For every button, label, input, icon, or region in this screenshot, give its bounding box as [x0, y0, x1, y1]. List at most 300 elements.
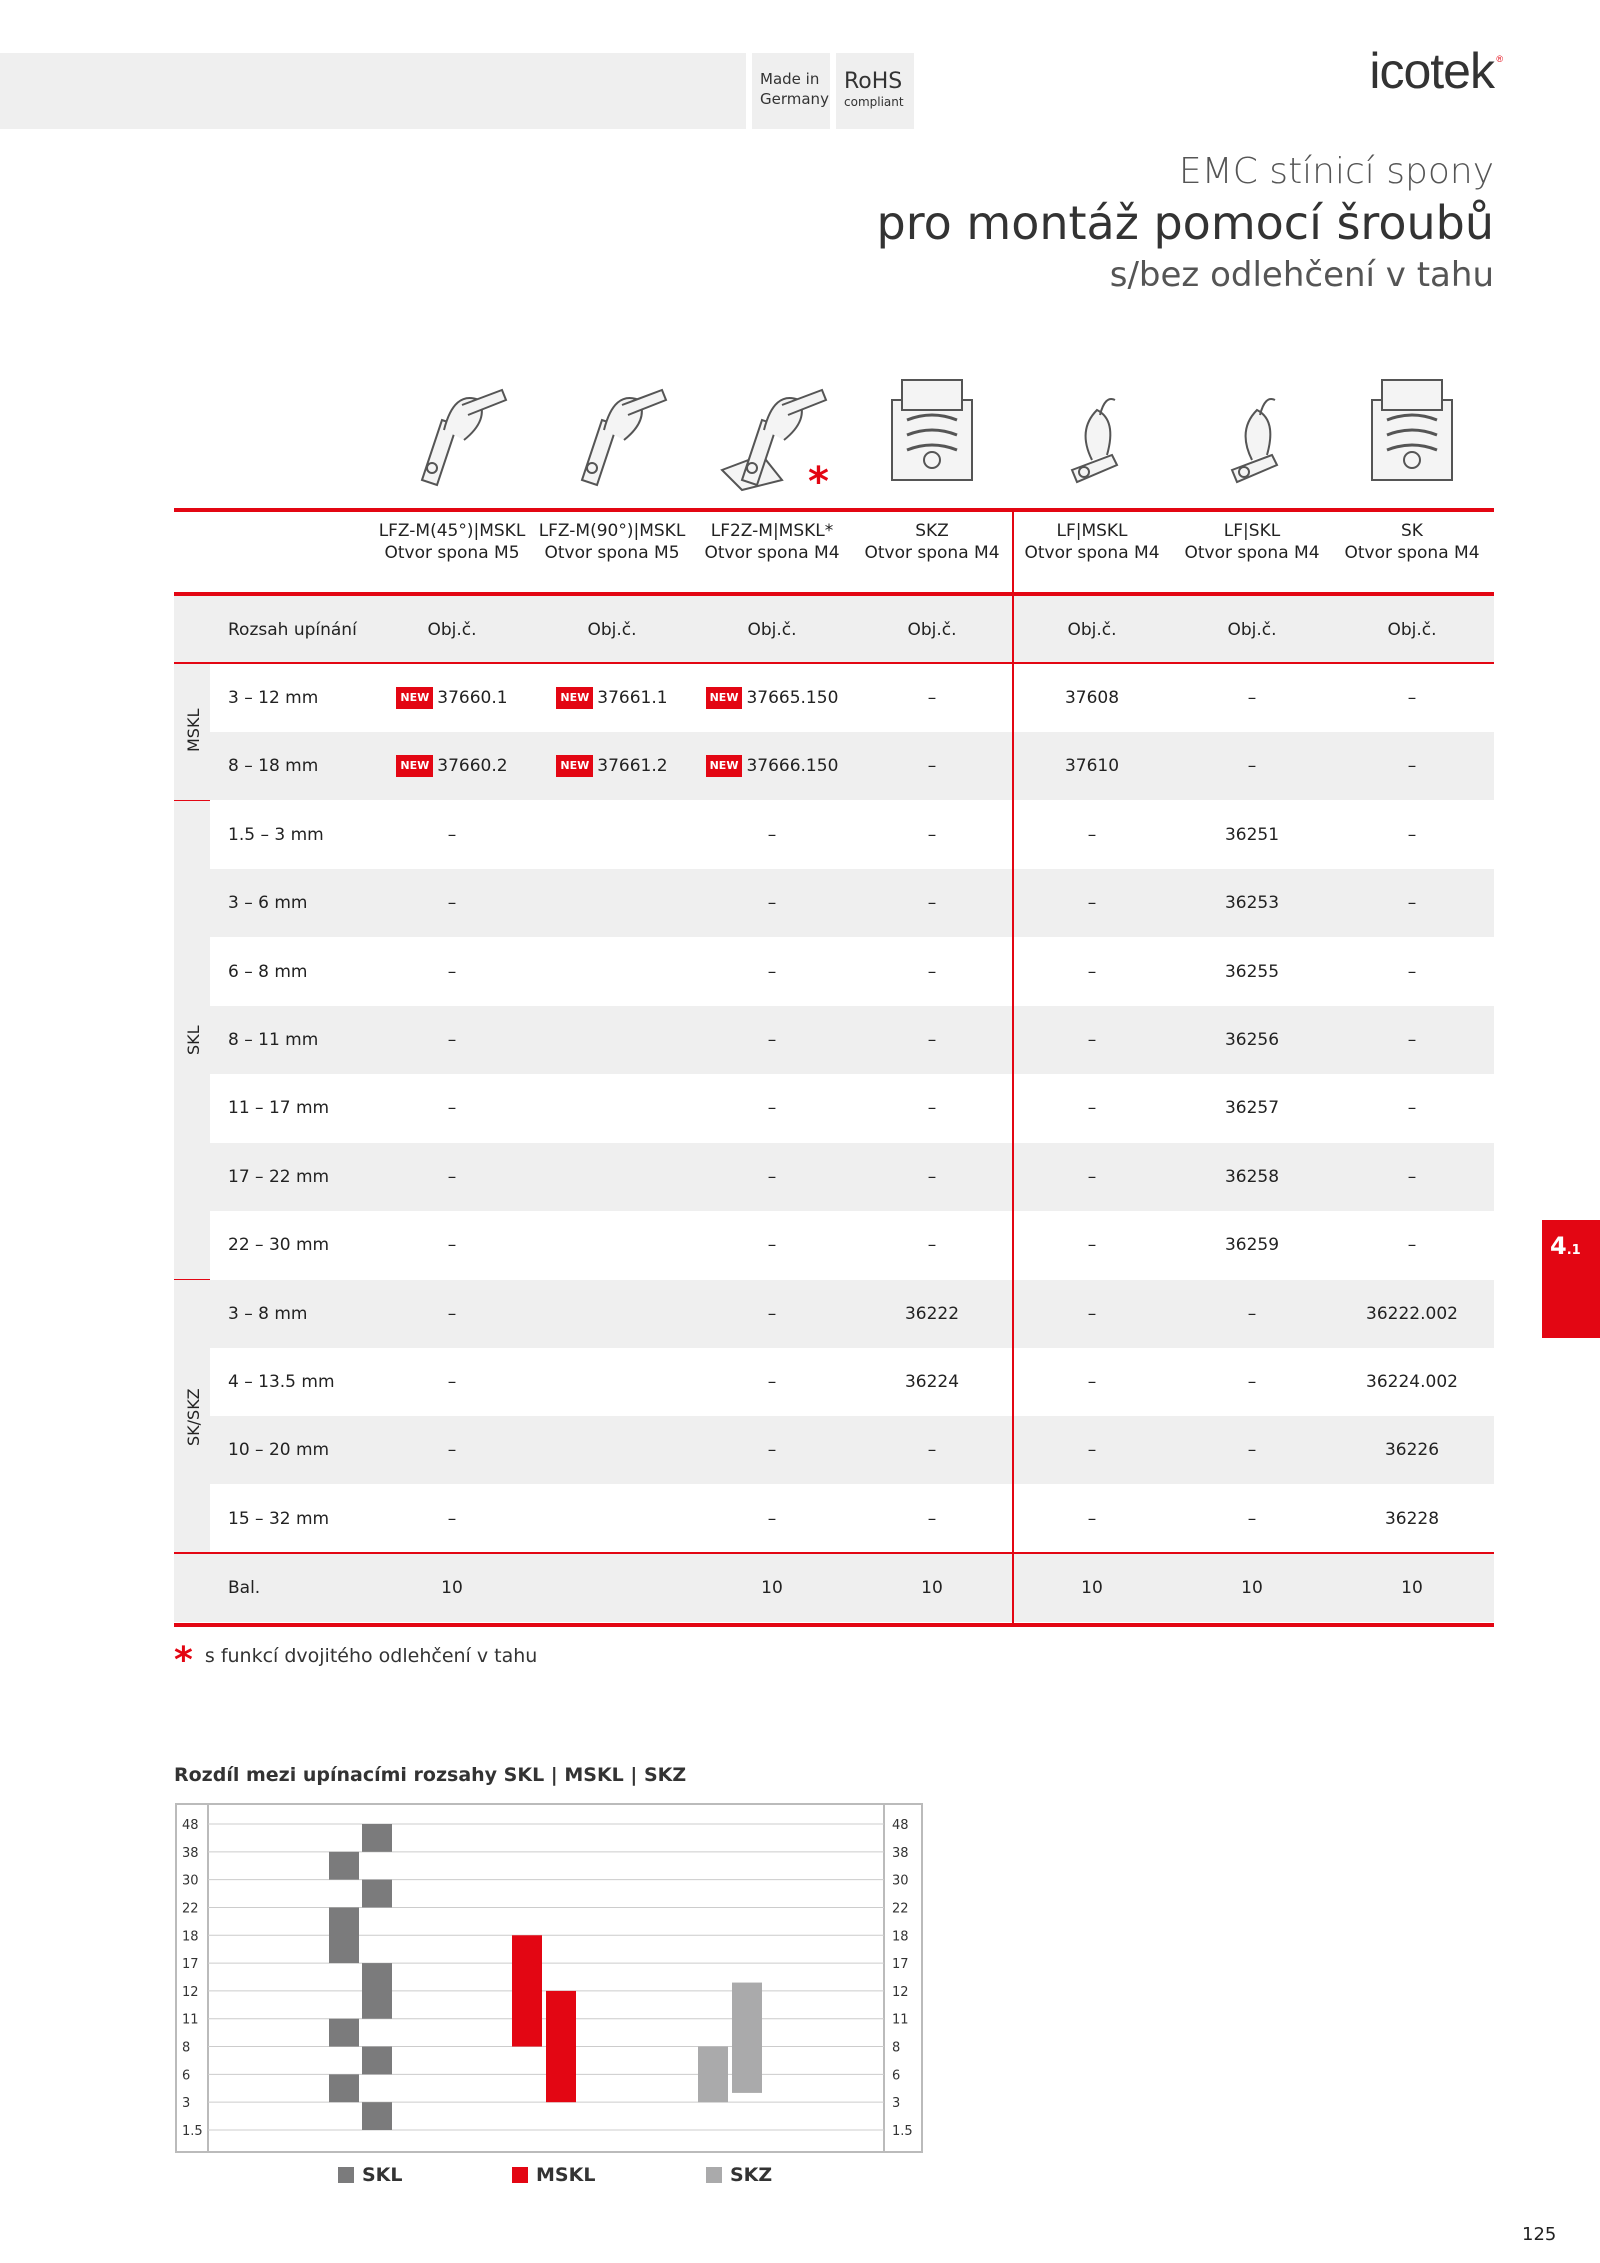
order-number-cell [1172, 1143, 1332, 1211]
order-number-cell [692, 732, 852, 800]
order-number: – [1087, 1235, 1097, 1256]
order-number-cell [532, 1348, 692, 1416]
order-number: – [1407, 1098, 1417, 1119]
pack-quantity: 10 [761, 1578, 783, 1599]
order-number-cell [372, 664, 532, 732]
group-label: MSKL [184, 709, 203, 753]
order-number-cell [1172, 1006, 1332, 1074]
y-tick-label-right: 6 [892, 2068, 901, 2084]
order-number: – [1407, 1235, 1417, 1256]
bar-skl [329, 2074, 359, 2102]
table-row [210, 732, 1494, 800]
order-number: – [447, 824, 457, 845]
chapter-number: 4 [1550, 1232, 1567, 1260]
order-number: – [1087, 824, 1097, 845]
order-number: – [767, 1235, 777, 1256]
order-number: – [1087, 1303, 1097, 1324]
title-line-3: s/bez odlehčení v tahu [1109, 255, 1494, 295]
order-number: – [447, 1235, 457, 1256]
order-number-cell [1172, 1348, 1332, 1416]
footnote-text: s funkcí dvojitého odlehčení v tahu [204, 1645, 538, 1667]
order-number-cell [852, 1416, 1012, 1484]
order-number: 37661.1 [597, 688, 668, 708]
clamp-90-icon [542, 360, 682, 510]
order-number: – [927, 893, 937, 914]
order-number: – [1247, 756, 1257, 777]
y-tick-label-right: 48 [892, 1818, 909, 1833]
product-hole-size: Otvor spona M4 [1024, 543, 1160, 563]
order-number-cell [1332, 1485, 1492, 1553]
order-number: 37660.2 [437, 756, 508, 777]
order-number: – [767, 1508, 777, 1529]
table-top-rule [174, 508, 1494, 512]
order-number-cell [1332, 801, 1492, 869]
order-number: 36259 [1224, 1235, 1280, 1256]
order-number-cell [1172, 938, 1332, 1006]
order-number-cell [1012, 1280, 1172, 1348]
y-tick-label-right: 12 [892, 1984, 909, 2000]
column-header [532, 520, 692, 564]
order-number-cell [852, 1485, 1012, 1553]
order-number-cell [852, 664, 1012, 732]
order-number: – [1087, 961, 1097, 982]
order-number-cell [532, 801, 692, 869]
order-number: – [1247, 1303, 1257, 1324]
order-number: – [767, 1098, 777, 1119]
order-number-cell [372, 1280, 532, 1348]
order-number: – [447, 1303, 457, 1324]
order-number-cell [372, 869, 532, 937]
table-row [210, 1074, 1494, 1142]
order-number-cell [372, 1416, 532, 1484]
order-number-header: Obj.č. [587, 620, 637, 640]
order-number-cell [1172, 1280, 1332, 1348]
order-number-cell [372, 1074, 532, 1142]
clamping-range: 22 – 30 mm [228, 1235, 330, 1256]
order-number-cell [532, 1485, 692, 1553]
order-number: 36222.002 [1366, 1303, 1458, 1324]
order-number: – [447, 1098, 457, 1119]
order-number-cell [1332, 1416, 1492, 1484]
clamping-range: 3 – 6 mm [228, 893, 308, 914]
pack-quantity: 10 [1401, 1578, 1423, 1599]
bar-skz [698, 2047, 728, 2103]
table-row [210, 1416, 1494, 1484]
order-number: – [1087, 1098, 1097, 1119]
order-number-cell [692, 1485, 852, 1553]
column-header [372, 520, 532, 564]
rohs-label: RoHS [844, 69, 903, 94]
product-hole-size: Otvor spona M4 [704, 543, 840, 563]
order-number: 37660.1 [437, 688, 508, 708]
pack-quantity: 10 [921, 1578, 943, 1599]
product-name: LFZ-M(45°)|MSKL [378, 521, 526, 541]
spring-clamp-icon [1342, 360, 1482, 510]
order-number-cell [1332, 1006, 1492, 1074]
order-number-cell [1012, 1416, 1172, 1484]
clamping-range: 3 – 12 mm [228, 688, 319, 708]
table-row [210, 801, 1494, 869]
order-number: – [447, 1440, 457, 1461]
order-number: – [1247, 1372, 1257, 1392]
order-number: 37610 [1064, 756, 1120, 777]
y-tick-label-right: 18 [892, 1929, 909, 1945]
page-title [877, 150, 1494, 298]
order-number-cell [1332, 1211, 1492, 1279]
order-number: 36251 [1224, 824, 1280, 845]
bar-skl [362, 2047, 392, 2075]
order-number-cell [1332, 1280, 1492, 1348]
order-number: – [1247, 1508, 1257, 1529]
order-number-cell [372, 801, 532, 869]
order-number: – [927, 688, 937, 708]
clamping-range-chart [174, 1802, 924, 2154]
order-number-cell [372, 732, 532, 800]
order-number: – [1407, 1166, 1417, 1187]
order-number: – [1247, 688, 1257, 708]
lf-clamp-icon [1022, 360, 1162, 510]
new-badge: NEW [706, 687, 743, 709]
product-name: SK [1401, 521, 1423, 541]
lf-skl-clamp-icon [1182, 360, 1322, 510]
order-number-cell [1332, 732, 1492, 800]
order-number-cell [532, 1143, 692, 1211]
clamping-range: 8 – 11 mm [228, 1030, 319, 1050]
order-number: – [447, 961, 457, 982]
order-number-cell [852, 1143, 1012, 1211]
y-tick-label-left: 11 [182, 2012, 199, 2028]
order-number: – [1407, 893, 1417, 914]
footnote-asterisk: * [174, 1640, 193, 1681]
order-number-header: Obj.č. [1227, 620, 1277, 640]
y-tick-label-left: 48 [182, 1818, 199, 1833]
order-number-cell [1332, 1074, 1492, 1142]
order-number-cell [372, 1143, 532, 1211]
order-number: 36258 [1224, 1166, 1280, 1187]
pack-quantity: 10 [441, 1578, 463, 1599]
order-number-cell [852, 938, 1012, 1006]
order-number: – [767, 1030, 777, 1050]
order-number-cell [532, 732, 692, 800]
bar-skl [329, 1852, 359, 1880]
order-number-cell [852, 1006, 1012, 1074]
order-number-cell [1332, 938, 1492, 1006]
new-badge: NEW [396, 755, 433, 777]
order-number: 37665.150 [746, 688, 839, 708]
order-number-header: Obj.č. [747, 620, 797, 640]
legend-swatch [512, 2167, 528, 2183]
column-header [1012, 520, 1172, 564]
order-number-cell [1172, 732, 1332, 800]
order-number: – [1407, 1030, 1417, 1050]
new-badge: NEW [706, 755, 743, 777]
order-number: 36224.002 [1366, 1372, 1458, 1392]
product-hole-size: Otvor spona M4 [1344, 543, 1480, 563]
order-number: – [1407, 756, 1417, 777]
order-number: – [927, 824, 937, 845]
order-number-header: Obj.č. [1387, 620, 1437, 640]
y-tick-label-left: 3 [182, 2096, 191, 2112]
order-number: – [767, 1166, 777, 1187]
footnote [174, 1640, 537, 1681]
order-number: – [767, 961, 777, 982]
table-row [210, 1211, 1494, 1279]
order-number: – [1087, 1166, 1097, 1187]
order-number: – [767, 824, 777, 845]
y-tick-label-right: 38 [892, 1845, 909, 1861]
order-number: 36257 [1224, 1098, 1280, 1119]
product-name: LF2Z-M|MSKL* [710, 521, 834, 541]
rohs-sub-label: compliant [844, 95, 904, 109]
y-tick-label-left: 38 [182, 1845, 199, 1861]
bar-mskl [546, 1991, 576, 2102]
title-line-1: EMC stínicí spony [1178, 151, 1494, 192]
order-number: – [767, 1440, 777, 1461]
order-number-cell [532, 664, 692, 732]
legend-swatch [338, 2167, 354, 2183]
y-tick-label-left: 6 [182, 2068, 191, 2084]
bar-skl [362, 1963, 392, 2019]
order-number: – [927, 756, 937, 777]
order-number: – [927, 1030, 937, 1050]
product-name: LF|SKL [1223, 521, 1281, 541]
order-number-cell [852, 801, 1012, 869]
legend-item-skz [706, 2164, 772, 2186]
order-number: – [767, 1303, 777, 1324]
order-number: – [447, 1508, 457, 1529]
column-divider [1012, 510, 1014, 1626]
product-hole-size: Otvor spona M4 [864, 543, 1000, 563]
order-number-cell [1172, 869, 1332, 937]
order-number-cell [852, 1348, 1012, 1416]
new-badge: NEW [556, 687, 593, 709]
order-number-cell [1012, 869, 1172, 937]
order-number-cell [1332, 1348, 1492, 1416]
product-name: LFZ-M(90°)|MSKL [538, 521, 686, 541]
order-number-cell [1012, 732, 1172, 800]
order-number: 36228 [1384, 1508, 1440, 1529]
order-number-cell [1172, 664, 1332, 732]
made-in-germany-badge [752, 53, 830, 129]
legend-swatch [706, 2167, 722, 2183]
order-number-cell [852, 1280, 1012, 1348]
order-number-cell [372, 1006, 532, 1074]
clamping-range: 11 – 17 mm [228, 1098, 330, 1119]
order-number-cell [1332, 664, 1492, 732]
order-number: 37666.150 [746, 756, 839, 777]
product-asterisk: * [808, 459, 829, 505]
order-number-cell [1012, 1074, 1172, 1142]
order-number-cell [1012, 1211, 1172, 1279]
order-number-cell [1012, 1348, 1172, 1416]
y-tick-label-right: 1.5 [892, 2124, 913, 2139]
order-number: – [1407, 961, 1417, 982]
order-number-cell [1172, 1074, 1332, 1142]
y-tick-label-left: 18 [182, 1929, 199, 1945]
order-number: – [1087, 1508, 1097, 1529]
rohs-badge [836, 53, 914, 129]
y-tick-label-left: 22 [182, 1901, 199, 1917]
pack-quantity: 10 [1241, 1578, 1263, 1599]
order-number-cell [692, 1143, 852, 1211]
spring-clamp-z-icon [862, 360, 1002, 510]
clamping-range: 10 – 20 mm [228, 1440, 330, 1461]
order-number-cell [372, 1211, 532, 1279]
order-number-cell [692, 1211, 852, 1279]
order-number-cell [1172, 1416, 1332, 1484]
legend-label: SKZ [730, 2164, 773, 2186]
clamping-range: 6 – 8 mm [228, 961, 308, 982]
table-row [210, 1348, 1494, 1416]
order-number: 36222 [904, 1303, 960, 1324]
legend-item-skl [338, 2164, 403, 2186]
made-in-label: Made in Germany [760, 70, 829, 108]
order-number-cell [692, 1006, 852, 1074]
table-row [210, 938, 1494, 1006]
y-tick-label-right: 3 [892, 2096, 901, 2112]
order-number-cell [1172, 1211, 1332, 1279]
y-tick-label-right: 30 [892, 1873, 909, 1889]
order-number-cell [852, 869, 1012, 937]
y-tick-label-right: 17 [892, 1957, 909, 1973]
column-header [852, 520, 1012, 564]
order-number-header: Obj.č. [907, 620, 957, 640]
bar-skl [329, 2019, 359, 2047]
order-number: 36255 [1224, 961, 1280, 982]
header-bar [0, 53, 746, 129]
pack-row [174, 1554, 1494, 1622]
order-number-cell [1012, 1485, 1172, 1553]
order-number: – [927, 961, 937, 982]
order-number-cell [692, 938, 852, 1006]
order-number: – [1087, 1440, 1097, 1461]
y-tick-label-right: 11 [892, 2012, 909, 2028]
order-number-cell [532, 1006, 692, 1074]
pack-quantity: 10 [1081, 1578, 1103, 1599]
order-number-cell [692, 801, 852, 869]
order-number: – [927, 1440, 937, 1461]
range-header: Rozsah upínání [228, 620, 357, 640]
chart-title: Rozdíl mezi upínacími rozsahy SKL | MSKL | SKZ [174, 1764, 687, 1786]
order-number-cell [1012, 1006, 1172, 1074]
chapter-sub: .1 [1566, 1243, 1581, 1258]
order-number-cell [692, 1280, 852, 1348]
order-number-cell [372, 938, 532, 1006]
table-bottom-rule [174, 1623, 1494, 1627]
title-line-2: pro montáž pomocí šroubů [876, 196, 1494, 250]
order-number: – [767, 893, 777, 914]
order-number-cell [1172, 801, 1332, 869]
y-tick-label-right: 8 [892, 2040, 901, 2056]
order-number-header: Obj.č. [427, 620, 477, 640]
order-number-cell [532, 1280, 692, 1348]
clamping-range: 17 – 22 mm [228, 1166, 330, 1187]
y-tick-label-left: 1.5 [182, 2124, 203, 2139]
order-number: – [927, 1508, 937, 1529]
clamping-range: 4 – 13.5 mm [228, 1372, 335, 1392]
order-number-cell [532, 1211, 692, 1279]
registered-mark: ® [1496, 54, 1503, 64]
product-hole-size: Otvor spona M5 [384, 543, 520, 563]
bar-skl [329, 1907, 359, 1963]
group-label: SK/SKZ [184, 1388, 203, 1447]
order-number-cell [692, 664, 852, 732]
icotek-logo: icotek [1369, 43, 1494, 99]
bar-mskl [512, 1935, 542, 2046]
order-number-cell [532, 938, 692, 1006]
group-label: SKL [184, 1025, 203, 1056]
column-header [1332, 520, 1492, 564]
order-number-cell [692, 869, 852, 937]
order-number: – [1247, 1440, 1257, 1461]
table-row [210, 1143, 1494, 1211]
order-number-cell [372, 1348, 532, 1416]
legend-label: SKL [362, 2164, 403, 2186]
order-number-cell [1012, 938, 1172, 1006]
order-number-header: Obj.č. [1067, 620, 1117, 640]
order-number: 37608 [1064, 688, 1120, 708]
order-number-cell [692, 1074, 852, 1142]
clamping-range: 1.5 – 3 mm [228, 824, 324, 845]
order-number: 36224 [904, 1372, 960, 1392]
page-number: 125 [1522, 2224, 1557, 2245]
bar-skz [732, 1983, 762, 2093]
order-number: – [447, 1030, 457, 1050]
order-number: – [927, 1166, 937, 1187]
clamping-range: 3 – 8 mm [228, 1303, 308, 1324]
column-header [692, 520, 852, 564]
bar-skl [362, 2102, 392, 2130]
legend-label: MSKL [536, 2164, 596, 2186]
order-number: – [1407, 824, 1417, 845]
table-subheader-row [174, 596, 1494, 664]
table-row [210, 664, 1494, 732]
product-hole-size: Otvor spona M4 [1184, 543, 1320, 563]
column-header [1172, 520, 1332, 564]
y-tick-label-left: 17 [182, 1957, 199, 1973]
new-badge: NEW [396, 687, 433, 709]
pack-quantity [532, 1554, 692, 1622]
table-row [210, 1280, 1494, 1348]
order-number-cell [532, 1074, 692, 1142]
legend-item-mskl [512, 2164, 595, 2186]
order-number-cell [1172, 1485, 1332, 1553]
order-number-cell [692, 1416, 852, 1484]
order-number-cell [852, 1074, 1012, 1142]
chapter-tab [1542, 1220, 1600, 1338]
order-number-cell [692, 1348, 852, 1416]
y-tick-label-right: 22 [892, 1901, 909, 1917]
order-number-cell [852, 732, 1012, 800]
order-number: – [1087, 1372, 1097, 1392]
order-number-cell [372, 1485, 532, 1553]
order-number: – [1087, 893, 1097, 914]
clamping-range: 8 – 18 mm [228, 756, 319, 777]
order-number-cell [532, 869, 692, 937]
clamp-45-icon [382, 360, 522, 510]
product-hole-size: Otvor spona M5 [544, 543, 680, 563]
order-number: 36256 [1224, 1030, 1280, 1050]
y-tick-label-left: 30 [182, 1873, 199, 1889]
order-number: – [927, 1235, 937, 1256]
product-name: LF|MSKL [1056, 521, 1128, 541]
order-number-cell [1012, 664, 1172, 732]
order-number: – [1407, 688, 1417, 708]
order-number: – [927, 1098, 937, 1119]
new-badge: NEW [556, 755, 593, 777]
order-number-cell [852, 1211, 1012, 1279]
product-name: SKZ [915, 521, 949, 541]
